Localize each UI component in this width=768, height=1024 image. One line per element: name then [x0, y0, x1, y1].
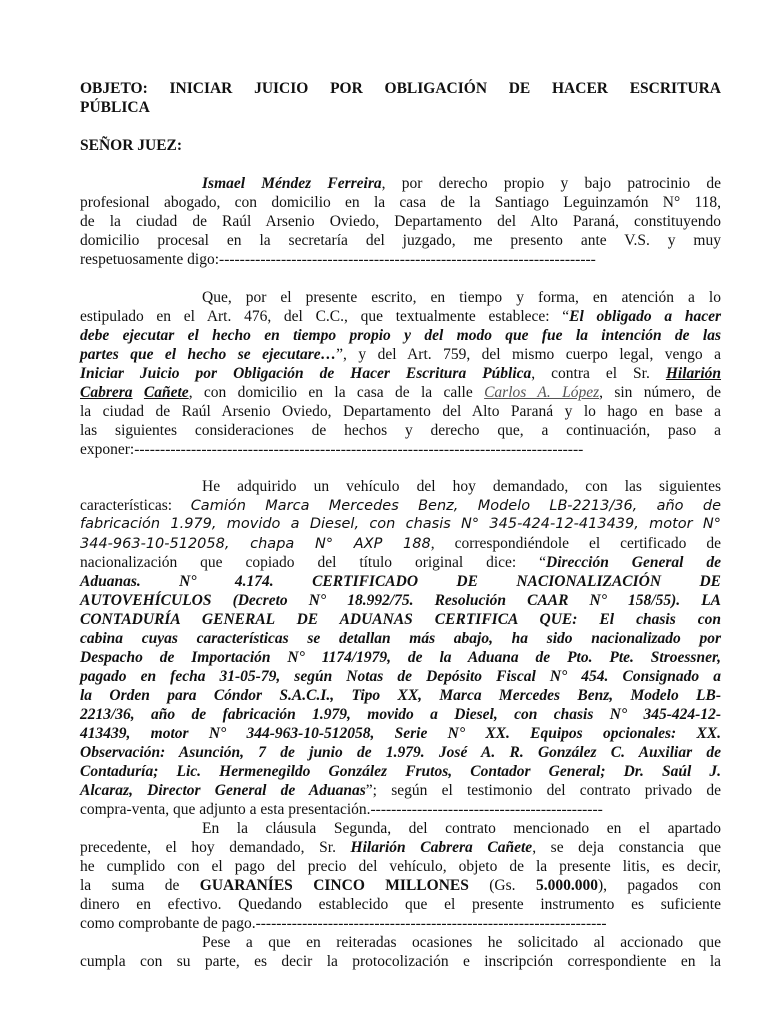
p3-line-17: [80, 781, 721, 800]
p3-text: nacionalización que copiado del título original dice: “: [80, 554, 547, 571]
p2-line-3: debe ejecutar el hecho en tiempo propio y del modo que fue la intención de las: [80, 327, 721, 344]
quote-text: El obligado a hacer: [569, 308, 721, 325]
p3-line-9: cabina cuyas características se detallan más abajo, ha sido nacionalizado por: [80, 630, 721, 647]
heading-line-2: PÚBLICA: [80, 99, 150, 116]
p3-line-3: fabricación 1.979, movido a Diesel, con chasis N° 345-424-12-413439, motor N°: [80, 516, 721, 532]
p3-line-8: CONTADURÍA GENERAL DE ADUANAS CERTIFICA QUE: El chasis con: [80, 611, 721, 628]
p3-line-4: [80, 534, 721, 554]
p4-text: la suma de: [80, 877, 200, 894]
p2-line-2: [80, 307, 721, 326]
p2-text: ”, y del Art. 759, del mismo cuerpo legal, vengo a: [336, 346, 721, 363]
p3-line-16: Contaduría; Lic. Hermenegildo González Frutos, Contador General; Dr. Saúl J.: [80, 763, 721, 780]
p3-line-6: Aduanas. N° 4.174. CERTIFICADO DE NACIONALIZACIÓN DE: [80, 573, 721, 590]
p5-line-1: Pese a que en reiteradas ocasiones he solicitado al accionado que: [202, 934, 721, 951]
salutation: SEÑOR JUEZ:: [80, 137, 183, 154]
p3-line-18: compra-venta, que adjunto a esta presentación.---------------------------------------------: [80, 801, 603, 818]
street-link[interactable]: Carlos A. López: [484, 384, 600, 401]
p3-line-2: [80, 496, 721, 516]
p1-text: , por derecho propio y bajo patrocinio de: [381, 175, 722, 192]
p4-line-6: como comprobante de pago.--------------------------------------------------------------------: [80, 915, 607, 932]
p2-line-8: las siguientes consideraciones de hechos y derecho que, a continuación, paso a: [80, 422, 721, 439]
p5-line-2: cumpla con su parte, es decir la protocolización e inscripción correspondiente en la: [80, 953, 721, 970]
p4-line-4: [80, 876, 721, 895]
p1-line-3: de la ciudad de Raúl Arsenio Oviedo, Departamento del Alto Paraná, constituyendo: [80, 213, 721, 230]
p4-text: precedente, el hoy demandado, Sr.: [80, 839, 351, 856]
p3-line-7: AUTOVEHÍCULOS (Decreto N° 18.992/75. Resolución CAAR N° 158/55). LA: [80, 592, 721, 609]
p3-line-11: pagado en fecha 31-05-79, según Notas de Depósito Fiscal N° 454. Consignado a: [80, 668, 721, 685]
p2-line-9: exponer:---------------------------------------------------------------------------------------: [80, 441, 584, 458]
defendant-first-name: Hilarión: [665, 365, 722, 382]
amount-number: 5.000.000: [535, 877, 598, 894]
p3-text: características:: [80, 497, 191, 514]
defendant-name: Hilarión Cabrera Cañete: [350, 839, 533, 856]
p4-text: , se deja constancia que: [532, 839, 721, 856]
defendant-surname-2: Cañete: [143, 384, 189, 401]
p2-text: estipulado en el Art. 476, del C.C., que textualmente establece: “: [80, 308, 570, 325]
p4-line-5: dinero en efectivo. Quedando establecido que el presente instrumento es suficiente: [80, 896, 721, 913]
p3-text: , correspondiéndole el certificado de: [430, 535, 721, 552]
p3-text: ”; según el testimonio del contrato privado de: [365, 782, 721, 799]
certificate-quote: Alcaraz, Director General de Aduanas: [80, 782, 366, 799]
p1-line-4: domicilio procesal en la secretaría del juzgado, me presento ante V.S. y muy: [80, 232, 721, 249]
p2-line-6: [80, 383, 721, 402]
p4-text: ), pagados con: [597, 877, 721, 894]
p2-text: , sin número, de: [599, 384, 721, 401]
p1-line-5: respetuosamente digo:-------------------------------------------------------------------------: [80, 251, 596, 268]
petitioner-name: Ismael Méndez Ferreira: [202, 175, 382, 192]
p3-line-1: He adquirido un vehículo del hoy demandado, con las siguientes: [202, 478, 721, 495]
p3-line-5: [80, 553, 721, 572]
vehicle-description: 344-963-10-512058, chapa N° AXP 188: [80, 536, 431, 552]
quote-text: partes que el hecho se ejecutare…: [80, 346, 337, 363]
p3-line-13: 2213/36, año de fabricación 1.979, movido a Diesel, con chasis N° 345-424-12-: [80, 706, 721, 723]
p4-line-1: En la cláusula Segunda, del contrato mencionado en el apartado: [202, 820, 721, 837]
p1-line-2: profesional abogado, con domicilio en la casa de la Santiago Leguinzamón N° 118,: [80, 194, 721, 211]
p2-text: , contra el Sr.: [531, 365, 666, 382]
p3-line-12: la Orden para Cóndor S.A.C.I., Tipo XX, Marca Mercedes Benz, Modelo LB-: [80, 687, 721, 704]
action-title: Iniciar Juicio por Obligación de Hacer Escritura Pública: [80, 365, 532, 382]
heading-line-1: OBJETO: INICIAR JUICIO POR OBLIGACIÓN DE HACER ESCRITURA: [80, 80, 721, 97]
vehicle-description: Camión Marca Mercedes Benz, Modelo LB-2213/36, año de: [190, 498, 722, 514]
p2-text: , con domicilio en la casa de la calle: [188, 384, 485, 401]
defendant-surname-1: Cabrera: [80, 384, 133, 401]
p2-line-4: [80, 345, 721, 364]
p3-line-15: Observación: Asunción, 7 de junio de 1.979. José A. R. González C. Auxiliar de: [80, 744, 721, 761]
p2-line-7: la ciudad de Raúl Arsenio Oviedo, Departamento del Alto Paraná y lo hago en base a: [80, 403, 721, 420]
p4-line-2: [80, 838, 721, 857]
certificate-quote: Dirección General de: [546, 554, 721, 571]
p3-line-14: 413439, motor N° 344-963-10-512058, Serie N° XX. Equipos opcionales: XX.: [80, 725, 721, 742]
amount-words: GUARANÍES CINCO MILLONES: [199, 877, 469, 894]
p4-line-3: he cumplido con el pago del precio del vehículo, objeto de la presente litis, es decir,: [80, 858, 721, 875]
p4-text: (Gs.: [468, 877, 536, 894]
p2-line-1: Que, por el presente escrito, en tiempo y forma, en atención a lo: [202, 289, 721, 306]
p3-line-10: Despacho de Importación N° 1174/1979, de la Aduana de Pto. Pte. Stroessner,: [80, 649, 721, 666]
p1-line-1: [202, 174, 721, 193]
p2-line-5: [80, 364, 721, 383]
